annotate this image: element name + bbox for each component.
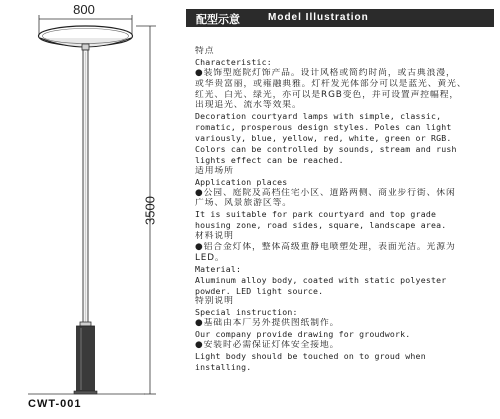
description-line: ●基础由本厂另外提供图纸制作。 [195,318,340,329]
section-heading: 适用场所 [195,165,234,176]
lamp-base [74,322,97,394]
description-line: Our company provide drawing for groudwork. [195,329,411,340]
description-line: LED。 [195,252,225,263]
lamp-pole [83,50,88,324]
description-line: powder. LED light source. [195,285,324,296]
description-line: romatic, prosperous design styles. Poles can light [195,122,452,133]
description-line: ●装饰型庭院灯饰产品。设计风格或简约时尚，或古典浪漫， [195,67,456,78]
description-line: 广场、风景旅游区等。 [195,198,292,209]
section-heading: 材料说明 [195,231,234,242]
spec-content [195,46,497,373]
model-code-label: CWT-001 [28,398,82,410]
section-heading: 特别说明 [195,296,234,307]
description-line: 红光、白光、绿光，亦可以是RGB变色，并可设置声控幅程， [195,89,460,100]
description-line: Special instruction: [195,307,298,318]
description-line: lights effect can be reached. [195,154,344,165]
description-line: Material: [195,263,242,274]
header-title-en: Model Illustration [268,12,369,23]
description-line: 或华贵富丽，或雍融典雅。灯杆发光体部分可以是蓝光、黄光、 [195,78,467,89]
description-line: variously, blue, yellow, red, white, green or RGB. [195,133,452,144]
lamp-drawing [0,0,180,419]
height-dimension-label: 3500 [142,196,158,225]
description-line: ●铝合金灯体，整体高级重静电喷塑处理，表面光洁。光源为 [195,242,456,253]
description-line: Light body should be touched on to groud when [195,350,426,361]
lamp-head [39,26,133,50]
description-line: Aluminum alloy body, coated with static polyester [195,274,447,285]
description-line: Application places [195,176,288,187]
description-line: ●公园、庭院及高档住宅小区、道路两侧、商业步行街、休闲 [195,187,456,198]
description-line: Decoration courtyard lamps with simple, classic, [195,111,442,122]
width-dimension-label: 800 [73,2,95,17]
section-heading: 特点 [195,46,215,56]
description-line: Characteristic: [195,56,272,67]
description-line: installing. [195,361,252,372]
description-line: It is suitable for park courtyard and top grade [195,209,437,220]
description-line: 出现追光、流水等效果。 [195,100,302,111]
header-title-zh: 配型示意 [196,13,240,26]
description-line: ●安装时必需保证灯体安全接地。 [195,340,340,351]
description-line: Colors can be controlled by sounds, stream and rush [195,144,457,155]
description-line: housing zone, road sides, square, landscape area. [195,220,447,231]
